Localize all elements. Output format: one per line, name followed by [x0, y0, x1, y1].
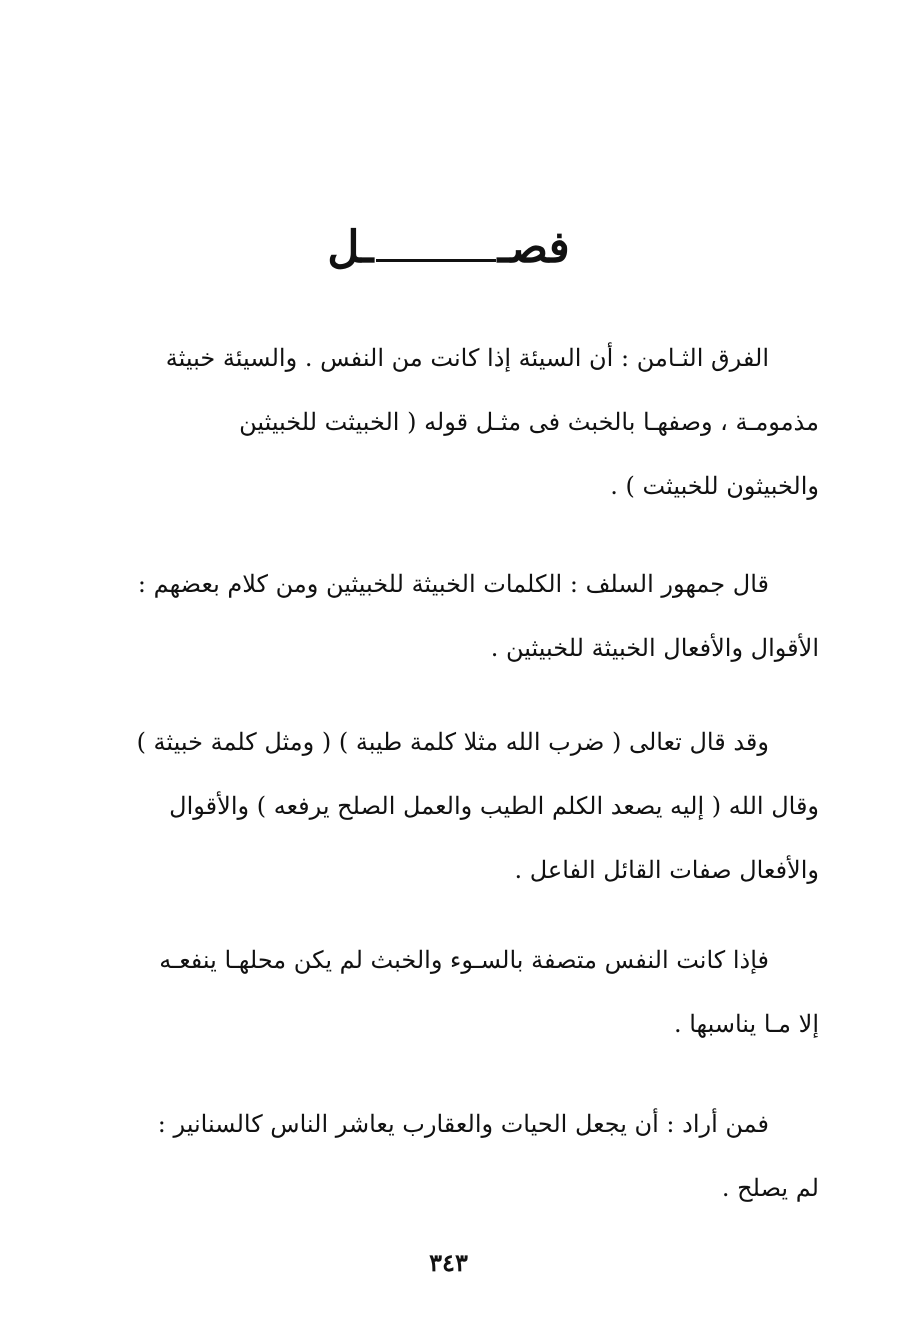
paragraph-line: الفرق الثـامن : أن السيئة إذا كانت من النفس . والسيئة خبيثة: [165, 344, 769, 372]
heading-tatweel: [376, 229, 496, 262]
paragraph-snakes-scorpions: [89, 1092, 819, 1220]
paragraph-line: فمن أراد : أن يجعل الحيات والعقارب يعاشر الناس كالسنانير :: [157, 1110, 769, 1138]
paragraph-line: والأفعال صفات القائل الفاعل .: [514, 856, 819, 884]
paragraph-line: إلا مـا يناسبها .: [673, 1010, 819, 1038]
paragraph-line: والخبيثون للخبيثت ) .: [610, 472, 819, 500]
paragraph-eighth-difference: [89, 326, 819, 518]
paragraph-line: قال جمهور السلف : الكلمات الخبيثة للخبيثين ومن كلام بعضهم :: [137, 570, 769, 598]
paragraph-line: وقد قال تعالى ( ضرب الله مثلا كلمة طيبة ) ( ومثل كلمة خبيثة ): [136, 728, 769, 756]
section-heading-start: فصـ: [497, 222, 570, 273]
paragraph-soul-described: [89, 928, 819, 1056]
section-heading-end: ـل: [327, 222, 374, 273]
page-number: ٣٤٣: [429, 1248, 468, 1277]
paragraph-line: لم يصلح .: [721, 1174, 819, 1202]
paragraph-quran-verses: [89, 710, 819, 902]
paragraph-line: فإذا كانت النفس متصفة بالسـوء والخبث لم يكن محلهـا ينفعـه: [159, 946, 769, 974]
paragraph-line: وقال الله ( إليه يصعد الكلم الطيب والعمل الصلح يرفعه ) والأقوال: [169, 792, 819, 820]
paragraph-line: الأقوال والأفعال الخبيثة للخبيثين .: [490, 634, 819, 662]
paragraph-salaf-saying: [89, 552, 819, 680]
section-heading: [0, 222, 897, 273]
paragraph-line: مذمومـة ، وصفهـا بالخبث فى مثـل قوله ( الخبيثت للخبيثين: [239, 408, 819, 436]
